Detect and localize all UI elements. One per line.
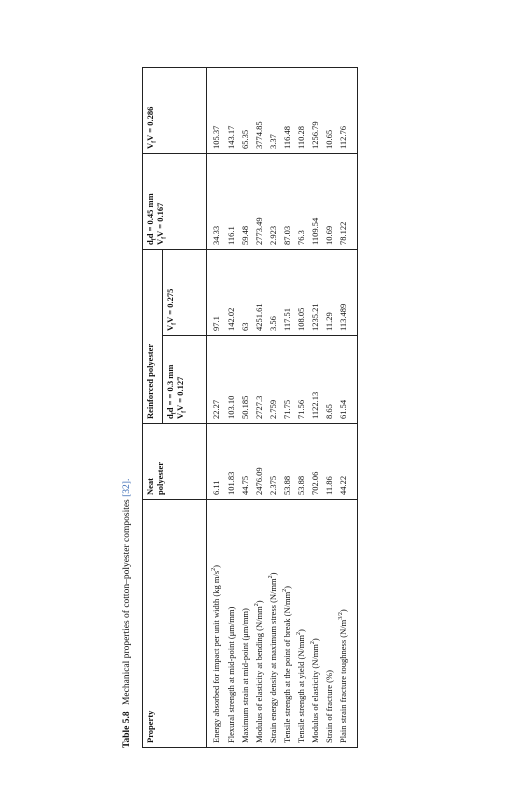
table-row — [254, 68, 268, 748]
cell-property-superscript: 2 — [296, 632, 303, 635]
header-group1-vf2-letter: V — [165, 324, 175, 331]
cell-property-text: Tensile strength at yield (N/mm — [295, 635, 306, 743]
cell-value: 116.48 — [282, 68, 296, 154]
header-group2 — [143, 154, 207, 250]
table-row — [207, 68, 227, 748]
table-filler-cell — [351, 500, 357, 748]
cell-value: 2727.3 — [254, 336, 268, 424]
cell-property-suffix: ) — [268, 572, 279, 576]
cell-value: 113.489 — [338, 250, 352, 336]
cell-value: 10.69 — [324, 154, 338, 250]
cell-value: 6.11 — [207, 424, 227, 500]
table-filler-cell — [351, 154, 357, 250]
cell-property-suffix: ) — [281, 585, 292, 589]
header-neat-line2: polyester — [155, 461, 166, 495]
table-row — [268, 68, 282, 748]
cell-value: 112.76 — [338, 68, 352, 154]
header-group2-vf-value: V = 0.167 — [155, 202, 166, 237]
cell-value: 87.03 — [282, 154, 296, 250]
table-row — [324, 68, 338, 748]
cell-property-superscript: 2 — [282, 588, 289, 592]
header-group2-vf-sub: f — [162, 236, 169, 239]
cell-property — [226, 500, 240, 748]
cell-property-text: Flexural strength at mid-point (μm/mm) — [226, 606, 237, 743]
cell-value: 76.3 — [296, 154, 310, 250]
header-group1-vf2 — [163, 250, 207, 336]
cell-value: 1256.79 — [310, 68, 324, 154]
cell-property-superscript: 3/2 — [337, 612, 344, 620]
cell-value: 1122.13 — [310, 336, 324, 424]
header-group1-vf — [175, 340, 189, 419]
header-property: Property — [143, 500, 207, 748]
header-group2-df-sub: f — [151, 238, 158, 241]
header-group2-vf2-letter: V — [145, 142, 155, 149]
header-group1-vf2-value: V = 0.275 — [165, 288, 175, 323]
cell-value: 2.759 — [268, 336, 282, 424]
cell-property-superscript: 2 — [309, 641, 316, 645]
table-wrapper — [142, 68, 358, 748]
cell-property — [282, 500, 296, 748]
table-row — [310, 68, 324, 748]
rotated-table-block — [118, 68, 358, 748]
table-filler-cell — [351, 250, 357, 336]
cell-value: 11.29 — [324, 250, 338, 336]
header-group2-vf2-sub: f — [151, 140, 158, 143]
table-row — [296, 68, 310, 748]
cell-value: 34.33 — [207, 154, 227, 250]
header-group1-df-letter: d — [165, 414, 175, 419]
cell-property — [254, 500, 268, 748]
cell-value: 117.51 — [282, 250, 296, 336]
header-group2-vf — [155, 158, 169, 245]
table-filler-cell — [351, 68, 357, 154]
table-caption-text: Mechanical properties of cotton–polyester composites — [122, 499, 132, 706]
cell-property-text: Modulus of elasticity (N/mm — [309, 644, 320, 743]
cell-value: 63 — [240, 250, 254, 336]
header-group1-vf-value: V = 0.127 — [175, 376, 186, 411]
cell-value: 1109.54 — [310, 154, 324, 250]
header-group2-df — [145, 158, 158, 245]
cell-value: 71.56 — [296, 336, 310, 424]
cell-value: 61.54 — [338, 336, 352, 424]
cell-property-text: Strain energy density at maximum stress (N/mm — [268, 578, 279, 743]
cell-value: 103.10 — [226, 336, 240, 424]
header-group1-vf2-sub: f — [171, 322, 178, 325]
cell-property-text: Energy absorbed for impact per unit width (kg m/s — [211, 570, 221, 743]
cell-value: 2.923 — [268, 154, 282, 250]
header-group2-df-letter: d — [145, 240, 155, 245]
cell-value: 108.05 — [296, 250, 310, 336]
table-row — [282, 68, 296, 748]
table-filler-cell — [351, 336, 357, 424]
cell-value: 3.56 — [268, 250, 282, 336]
table-caption-reference-link[interactable]: [32]. — [122, 478, 132, 497]
cell-value: 1235.21 — [310, 250, 324, 336]
header-group1-vf-letter: V — [175, 412, 186, 419]
cell-property-text: Plain strain fracture toughness (N/m — [337, 619, 348, 743]
cell-property-suffix: ) — [309, 638, 320, 642]
cell-property — [338, 500, 352, 748]
cell-property-superscript: 2 — [254, 603, 261, 607]
cell-value: 65.35 — [240, 68, 254, 154]
table-body — [207, 68, 358, 748]
header-group2-vf2 — [143, 68, 207, 154]
cell-property-text: Modulus of elasticity at bending (N/mm — [254, 606, 265, 743]
header-group2-vf2-value: V = 0.286 — [145, 106, 155, 141]
cell-value: 59.48 — [240, 154, 254, 250]
cell-property-superscript: 2 — [211, 567, 218, 571]
table-row — [240, 68, 254, 748]
cell-property — [268, 500, 282, 748]
cell-property — [296, 500, 310, 748]
cell-value: 71.75 — [282, 336, 296, 424]
cell-property — [310, 500, 324, 748]
cell-property-suffix: ) — [337, 609, 348, 613]
cell-property-text: Maximum strain at mid-point (μm/mm) — [240, 608, 251, 743]
header-group1-df-sub: f — [171, 412, 178, 415]
table-filler-row — [351, 68, 357, 748]
cell-value: 143.17 — [226, 68, 240, 154]
cell-value: 44.75 — [240, 424, 254, 500]
cell-value: 3774.85 — [254, 68, 268, 154]
table-caption-label: Table 5.8 — [122, 711, 132, 748]
cell-value: 110.28 — [296, 68, 310, 154]
cell-value: 50.185 — [240, 336, 254, 424]
cell-value: 116.1 — [226, 154, 240, 250]
header-group1-df-value: d = = 0.3 mm — [165, 364, 175, 413]
header-group2-df-value: d = 0.45 mm — [145, 193, 155, 239]
table-filler-cell — [351, 424, 357, 500]
cell-value: 53.88 — [296, 424, 310, 500]
cell-value: 22.27 — [207, 336, 227, 424]
table-row — [338, 68, 352, 748]
table-caption — [118, 68, 136, 748]
cell-value: 3.37 — [268, 68, 282, 154]
cell-property — [240, 500, 254, 748]
cell-value: 101.83 — [226, 424, 240, 500]
cell-value: 2.375 — [268, 424, 282, 500]
header-neat-line1: Neat — [145, 478, 155, 495]
cell-value: 2773.49 — [254, 154, 268, 250]
header-group1-vf-sub: f — [182, 410, 189, 413]
cell-property-suffix: ) — [254, 600, 265, 604]
table-row — [226, 68, 240, 748]
cell-value: 105.37 — [207, 68, 227, 154]
cell-value: 702.06 — [310, 424, 324, 500]
cell-property-suffix: ) — [211, 564, 221, 568]
cell-value: 10.65 — [324, 68, 338, 154]
cell-property-text: Strain of fracture (%) — [323, 670, 334, 743]
cell-value: 11.86 — [324, 424, 338, 500]
header-group1 — [163, 336, 207, 424]
cell-value: 97.1 — [207, 250, 227, 336]
cell-value: 8.65 — [324, 336, 338, 424]
header-group2-vf-letter: V — [155, 238, 166, 245]
cell-value: 53.88 — [282, 424, 296, 500]
cell-property — [207, 500, 227, 748]
cell-value: 78.122 — [338, 154, 352, 250]
cell-value: 44.22 — [338, 424, 352, 500]
header-neat-polyester — [143, 424, 207, 500]
header-group1-df — [165, 340, 178, 419]
cell-value: 4251.61 — [254, 250, 268, 336]
cell-value: 142.02 — [226, 250, 240, 336]
properties-table — [142, 67, 358, 748]
cell-property-superscript: 2 — [268, 575, 275, 579]
cell-property — [324, 500, 338, 748]
header-reinforced-polyester: Reinforced polyester — [143, 250, 163, 424]
cell-value: 2476.09 — [254, 424, 268, 500]
cell-property-text: Tensile strength at the point of break (N/mm — [281, 591, 292, 743]
cell-property-suffix: ) — [295, 629, 306, 632]
